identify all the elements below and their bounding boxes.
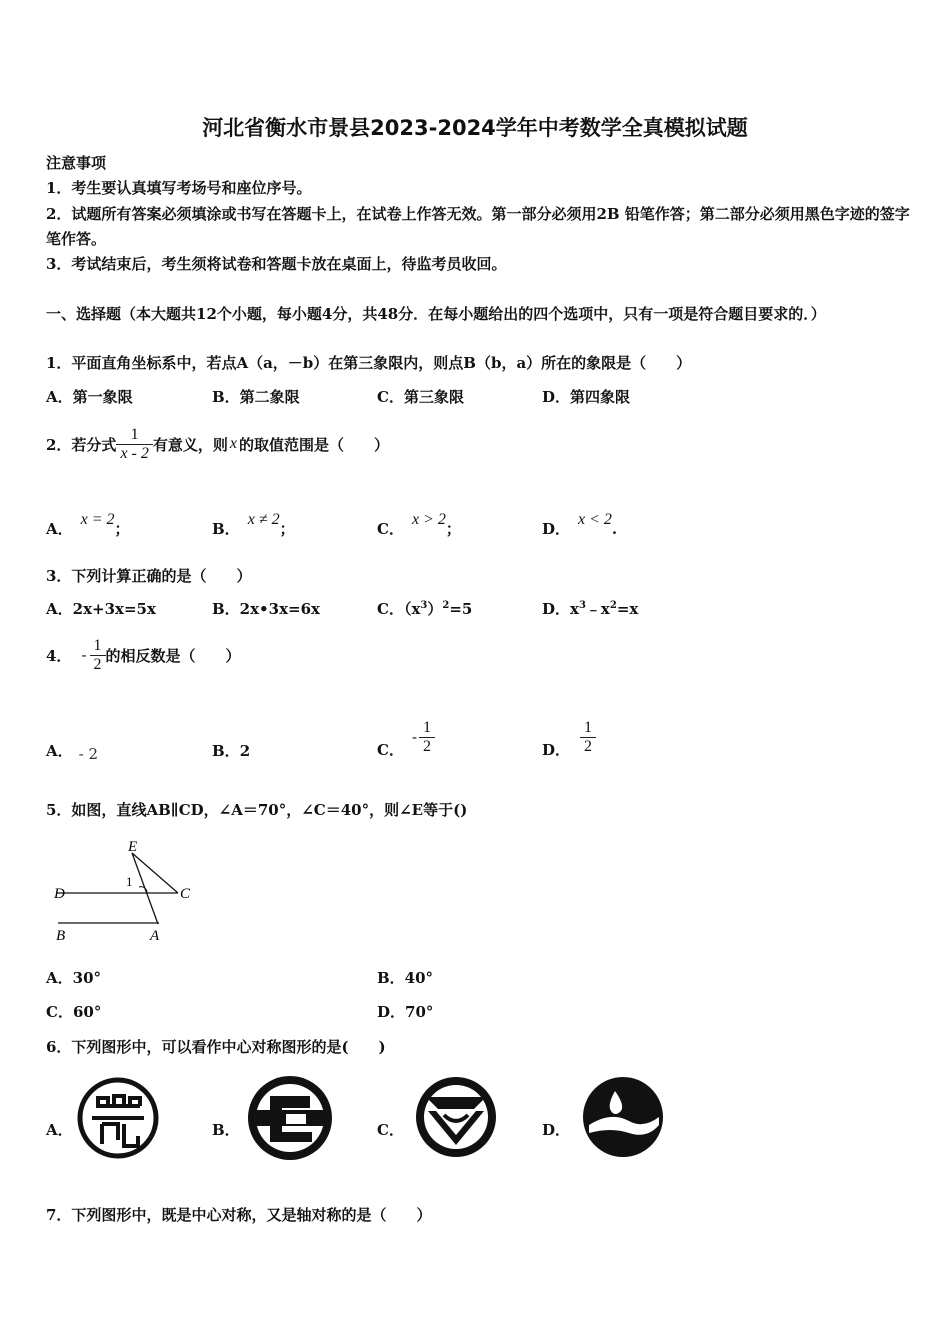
emblem-b: [246, 1074, 334, 1162]
question-3-stem: 3．下列计算正确的是（ ）: [46, 567, 252, 585]
option-end: ；: [445, 520, 461, 538]
question-4-sign: -: [81, 646, 87, 664]
question-4-option-a: [46, 740, 98, 761]
question-5-option-c: C．60°: [46, 1003, 102, 1021]
option-text: D．x: [542, 600, 579, 618]
question-6-option-c-label: C．: [377, 1121, 404, 1139]
label-b: B: [56, 928, 66, 944]
question-6-option-b-label: B．: [212, 1121, 240, 1139]
option-letter: B．: [212, 742, 240, 760]
option-text: C．（x: [377, 600, 421, 618]
option-end: ；: [279, 520, 295, 538]
question-1-option-c: C．第三象限: [377, 388, 464, 406]
option-letter: A．: [46, 742, 73, 760]
emblem-a: [76, 1076, 160, 1160]
frac-num: 1: [423, 718, 432, 736]
question-1-option-a: A．第一象限: [46, 388, 133, 406]
question-4-option-b: [212, 740, 250, 761]
question-5-option-a: A．30°: [46, 969, 102, 987]
superscript: 3: [578, 600, 586, 611]
question-4-fraction: [90, 637, 106, 674]
question-4-c-sign: -: [411, 728, 418, 746]
frac-den: 2: [580, 737, 596, 756]
question-4-d-fraction: [580, 719, 596, 756]
question-2-frac-den: x - 2: [116, 444, 152, 463]
frac-den: 2: [419, 737, 435, 756]
notice-heading: 注意事项: [46, 154, 107, 172]
question-4-frac-num: 1: [93, 636, 102, 654]
question-4-stem: [46, 632, 241, 678]
section-heading: 一、选择题（本大题共12个小题，每小题4分，共48分．在每小题给出的四个选项中，只有一项是符合题目要求的．）: [46, 305, 826, 323]
option-letter: A．: [46, 520, 73, 538]
question-4-expr-a: - 2: [78, 745, 99, 763]
question-2-option-c: [377, 511, 461, 539]
option-text: ）: [427, 600, 443, 618]
question-4-suffix: 的相反数是（ ）: [105, 646, 241, 665]
question-2-stem: [46, 421, 389, 467]
question-2-option-a: [46, 511, 130, 539]
question-2-suffix-a: 有意义，则: [152, 435, 228, 454]
option-text: ﹣x: [585, 600, 610, 618]
question-1-option-d: D．第四象限: [542, 388, 631, 406]
label-c: C: [180, 886, 191, 902]
question-2-frac-num: 1: [130, 425, 139, 443]
option-end: ；: [114, 520, 130, 538]
question-3-option-d: [542, 598, 638, 619]
question-5-figure: [46, 836, 206, 948]
superscript: 3: [420, 600, 428, 611]
option-letter: D．: [542, 740, 571, 759]
question-6-option-d-label: D．: [542, 1121, 571, 1139]
page-title: 河北省衡水市景县2023-2024学年中考数学全真模拟试题: [202, 116, 748, 140]
option-text: =x: [616, 600, 639, 618]
question-5-option-d: D．70°: [377, 1003, 434, 1021]
question-7-stem: 7．下列图形中，既是中心对称，又是轴对称的是（ ）: [46, 1206, 432, 1224]
label-a: A: [150, 928, 160, 944]
notice-item-2: 2．试题所有答案必须填涂或书写在答题卡上，在试卷上作答无效。第一部分必须用2B 铅笔作答；第二部分必须用黑色字迹的签字笔作答。: [46, 205, 910, 248]
question-3-option-b: B．2x•3x=6x: [212, 600, 320, 618]
frac-num: 1: [584, 718, 593, 736]
question-6-option-a-label: A．: [46, 1121, 73, 1139]
question-2-expr-b: x ≠ 2: [247, 511, 280, 528]
question-3-option-c: [377, 598, 472, 619]
question-2-variable: x: [229, 435, 237, 452]
question-1-stem: 1．平面直角坐标系中，若点A（a，－b）在第三象限内，则点B（b，a）所在的象限是（ ）: [46, 354, 692, 372]
question-5-stem: 5．如图，直线AB∥CD，∠A＝70°，∠C＝40°，则∠E等于(): [46, 801, 468, 819]
question-4-label: 4．: [46, 646, 72, 665]
question-2-fraction: [116, 426, 152, 463]
superscript: 2: [609, 600, 617, 611]
label-d: D: [54, 886, 65, 902]
question-4-frac-den: 2: [90, 655, 106, 674]
question-6-stem: 6．下列图形中，可以看作中心对称图形的是( ): [46, 1038, 386, 1056]
question-1-option-b: B．第二象限: [212, 388, 300, 406]
superscript: 2: [442, 600, 450, 611]
emblem-d: [581, 1075, 665, 1159]
question-2-expr-a: x = 2: [80, 511, 115, 528]
label-angle-1: 1: [126, 874, 133, 889]
option-letter: C．: [377, 520, 404, 538]
emblem-c: [414, 1075, 498, 1159]
question-4-c-fraction: [419, 719, 435, 756]
question-2-option-b: [212, 511, 295, 539]
question-4-expr-b: 2: [239, 742, 251, 760]
option-end: .: [611, 520, 618, 538]
notice-item-3: 3．考试结束后，考生须将试卷和答题卡放在桌面上，待监考员收回。: [46, 255, 507, 273]
option-letter: D．: [542, 520, 571, 538]
option-letter: B．: [212, 520, 240, 538]
question-2-prefix: 2．若分式: [46, 435, 117, 454]
question-2-option-d: [542, 511, 618, 539]
question-4-option-d: [542, 714, 596, 760]
question-2-expr-d: x < 2: [578, 511, 612, 528]
question-5-option-b: B．40°: [377, 969, 434, 987]
question-4-option-c: [377, 714, 435, 760]
notice-item-1: 1．考生要认真填写考场号和座位序号。: [46, 179, 312, 197]
question-2-suffix-b: 的取值范围是（ ）: [239, 435, 390, 454]
question-3-option-a: A．2x+3x=5x: [46, 600, 156, 618]
question-2-expr-c: x > 2: [411, 511, 446, 528]
option-text: =5: [449, 600, 473, 618]
label-e: E: [128, 839, 138, 855]
option-letter: C．: [377, 740, 404, 759]
